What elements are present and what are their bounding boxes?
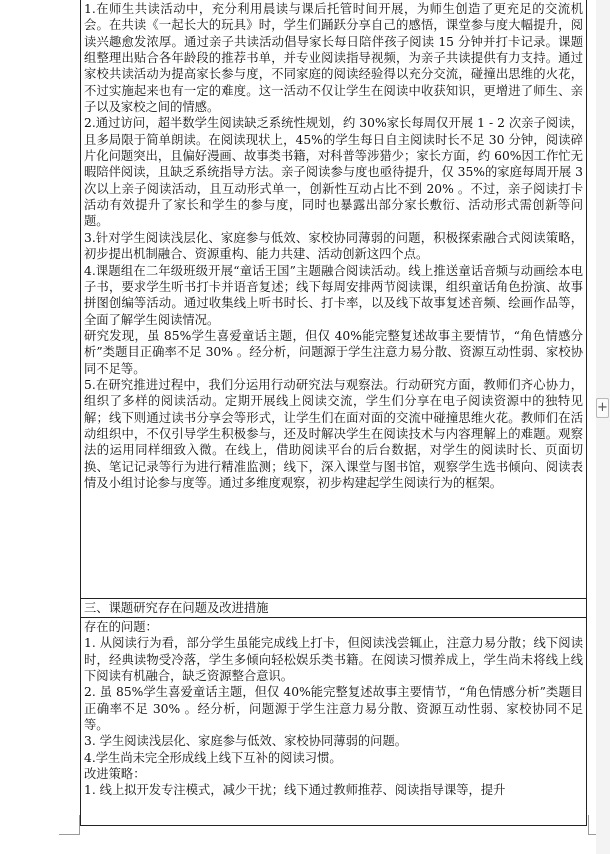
add-comment-button[interactable] bbox=[596, 398, 609, 418]
paragraph: 研究发现，虽 85%学生喜爱童话主题，但仅 40%能完整复述故事主要情节，“角色情感分析”类题目正确率不足 30% 。经分析，问题源于学生注意力易分散、资源互动性弱、家校协同不足等。 bbox=[84, 328, 583, 376]
paragraph: 5.在研究推进过程中，我们分运用行动研究法与观察法。行动研究方面，教师们齐心协力，组织了多样的阅读活动。定期开展线上阅读交流，学生们分享在电子阅读资源中的独特见解；线下则通过读书分享会等形式，让学生们在面对面的交流中碰撞思维火花。教师们在活动组织中，不仅引导学生积极参与，还及时解决学生在阅读技术与内容理解上的难题。观察法的运用同样细致入微。在线上，借助阅读平台的后台数据，对学生的阅读时长、页面切换、笔记记录等行为进行精准监测；线下，深入课堂与图书馆，观察学生选书倾向、阅读表情及小组讨论参与度等。通过多维度观察，初步构建起学生阅读行为的框架。 bbox=[84, 377, 583, 490]
plus-icon: + bbox=[597, 400, 608, 415]
problem-item: 4.学生尚未完全形成线上线下互补的阅读习惯。 bbox=[84, 750, 342, 765]
strategies-heading: 改进策略： bbox=[84, 767, 146, 782]
problems-heading: 存在的问题： bbox=[84, 620, 158, 634]
page-margin-corner-right-vertical bbox=[588, 815, 589, 835]
page-margin-corner-left-horizontal bbox=[59, 834, 80, 835]
section-three-content-cell[interactable] bbox=[81, 618, 586, 825]
paragraph: 3.针对学生阅读浅层化、家庭参与低效、家校协同薄弱的问题，积极探索融合式阅读策略，初步提出机制融合、资源重构、能力共建、活动创新这四个点。 bbox=[84, 230, 583, 262]
paragraph: 1.在师生共读活动中，充分利用晨读与课后托管时间开展，为师生创造了更充足的交流机会。在共读《一起长大的玩具》时，学生们踊跃分享自己的感悟，课堂参与度大幅提升，阅读兴趣愈发浓厚。通过亲子共读活动倡导家长每日陪伴孩子阅读 15 分钟并打卡记录。课题组整理出贴合各年龄段的推荐书单，并专业阅读指导视频，为亲子共读提供有力支持。通过家校共读活动为提高家长参与度，不同家庭的阅读经验得以充分交流，碰撞出思维的火花，不过实施起来也有一定的难度。这一活动不仅让学生在阅读中收获知识，更增进了师生、亲子以及家校之间的情感。 bbox=[84, 2, 583, 115]
problem-item: 2. 虽 85%学生喜爱童话主题，但仅 40%能完整复述故事主要情节，“角色情感分析”类题目正确率不足 30% 。经分析，问题源于学生注意力易分散、资源互动性弱、家校协同不足等。 bbox=[84, 685, 583, 733]
section-two-content-cell[interactable] bbox=[81, 0, 586, 599]
problem-item: 1. 从阅读行为看，部分学生虽能完成线上打卡，但阅读浅尝辄止，注意力易分散；线下阅读时，经典读物受冷落，学生多倾向轻松娱乐类书籍。在阅读习惯养成上，学生尚未将线上线下阅读有机融合，缺乏资源整合意识。 bbox=[84, 636, 583, 684]
report-table bbox=[80, 0, 587, 826]
section-three-title: 三、课题研究存在问题及改进措施 bbox=[84, 601, 269, 615]
strategy-item: 1. 线上拟开发专注模式，减少干扰；线下通过教师推荐、阅读指导课等，提升 bbox=[84, 783, 506, 798]
page-margin-corner-right-horizontal bbox=[588, 834, 596, 835]
section-three-header-cell[interactable] bbox=[81, 599, 586, 618]
paragraph: 2.通过访问，超半数学生阅读缺乏系统性规划，约 30%家长每周仅开展 1 - 2 次亲子阅读，且多局限于简单朗读。在阅读现状上，45%的学生每日自主阅读时长不足 30 分钟，阅读碎片化问题突出，且偏好漫画、故事类书籍，对科普等涉猎少；家长方面，约 60%因工作忙无暇陪伴阅读，且缺乏系统指导方法。亲子阅读参与度也亟待提升，仅 35%的家庭每周开展 3次以上亲子阅读活动，且互动形式单一，创新性互动占比不到 20% 。不过，亲子阅读打卡活动有效提升了家长和学生的参与度，同时也暴露出部分家长敷衍、活动形式需创新等问题。 bbox=[84, 116, 583, 229]
problem-item: 3. 学生阅读浅层化、家庭参与低效、家校协同薄弱的问题。 bbox=[84, 734, 408, 749]
paragraph: 4.课题组在二年级班级开展“童话王国”主题融合阅读活动。线上推送童话音频与动画绘本电子书，要求学生听书打卡并语音复述；线下每周安排两节阅读课，组织童话角色扮演、故事拼图创编等活动。通过收集线上听书时长、打卡率，以及线下故事复述音频、绘画作品等，全面了解学生阅读情况。 bbox=[84, 263, 583, 327]
